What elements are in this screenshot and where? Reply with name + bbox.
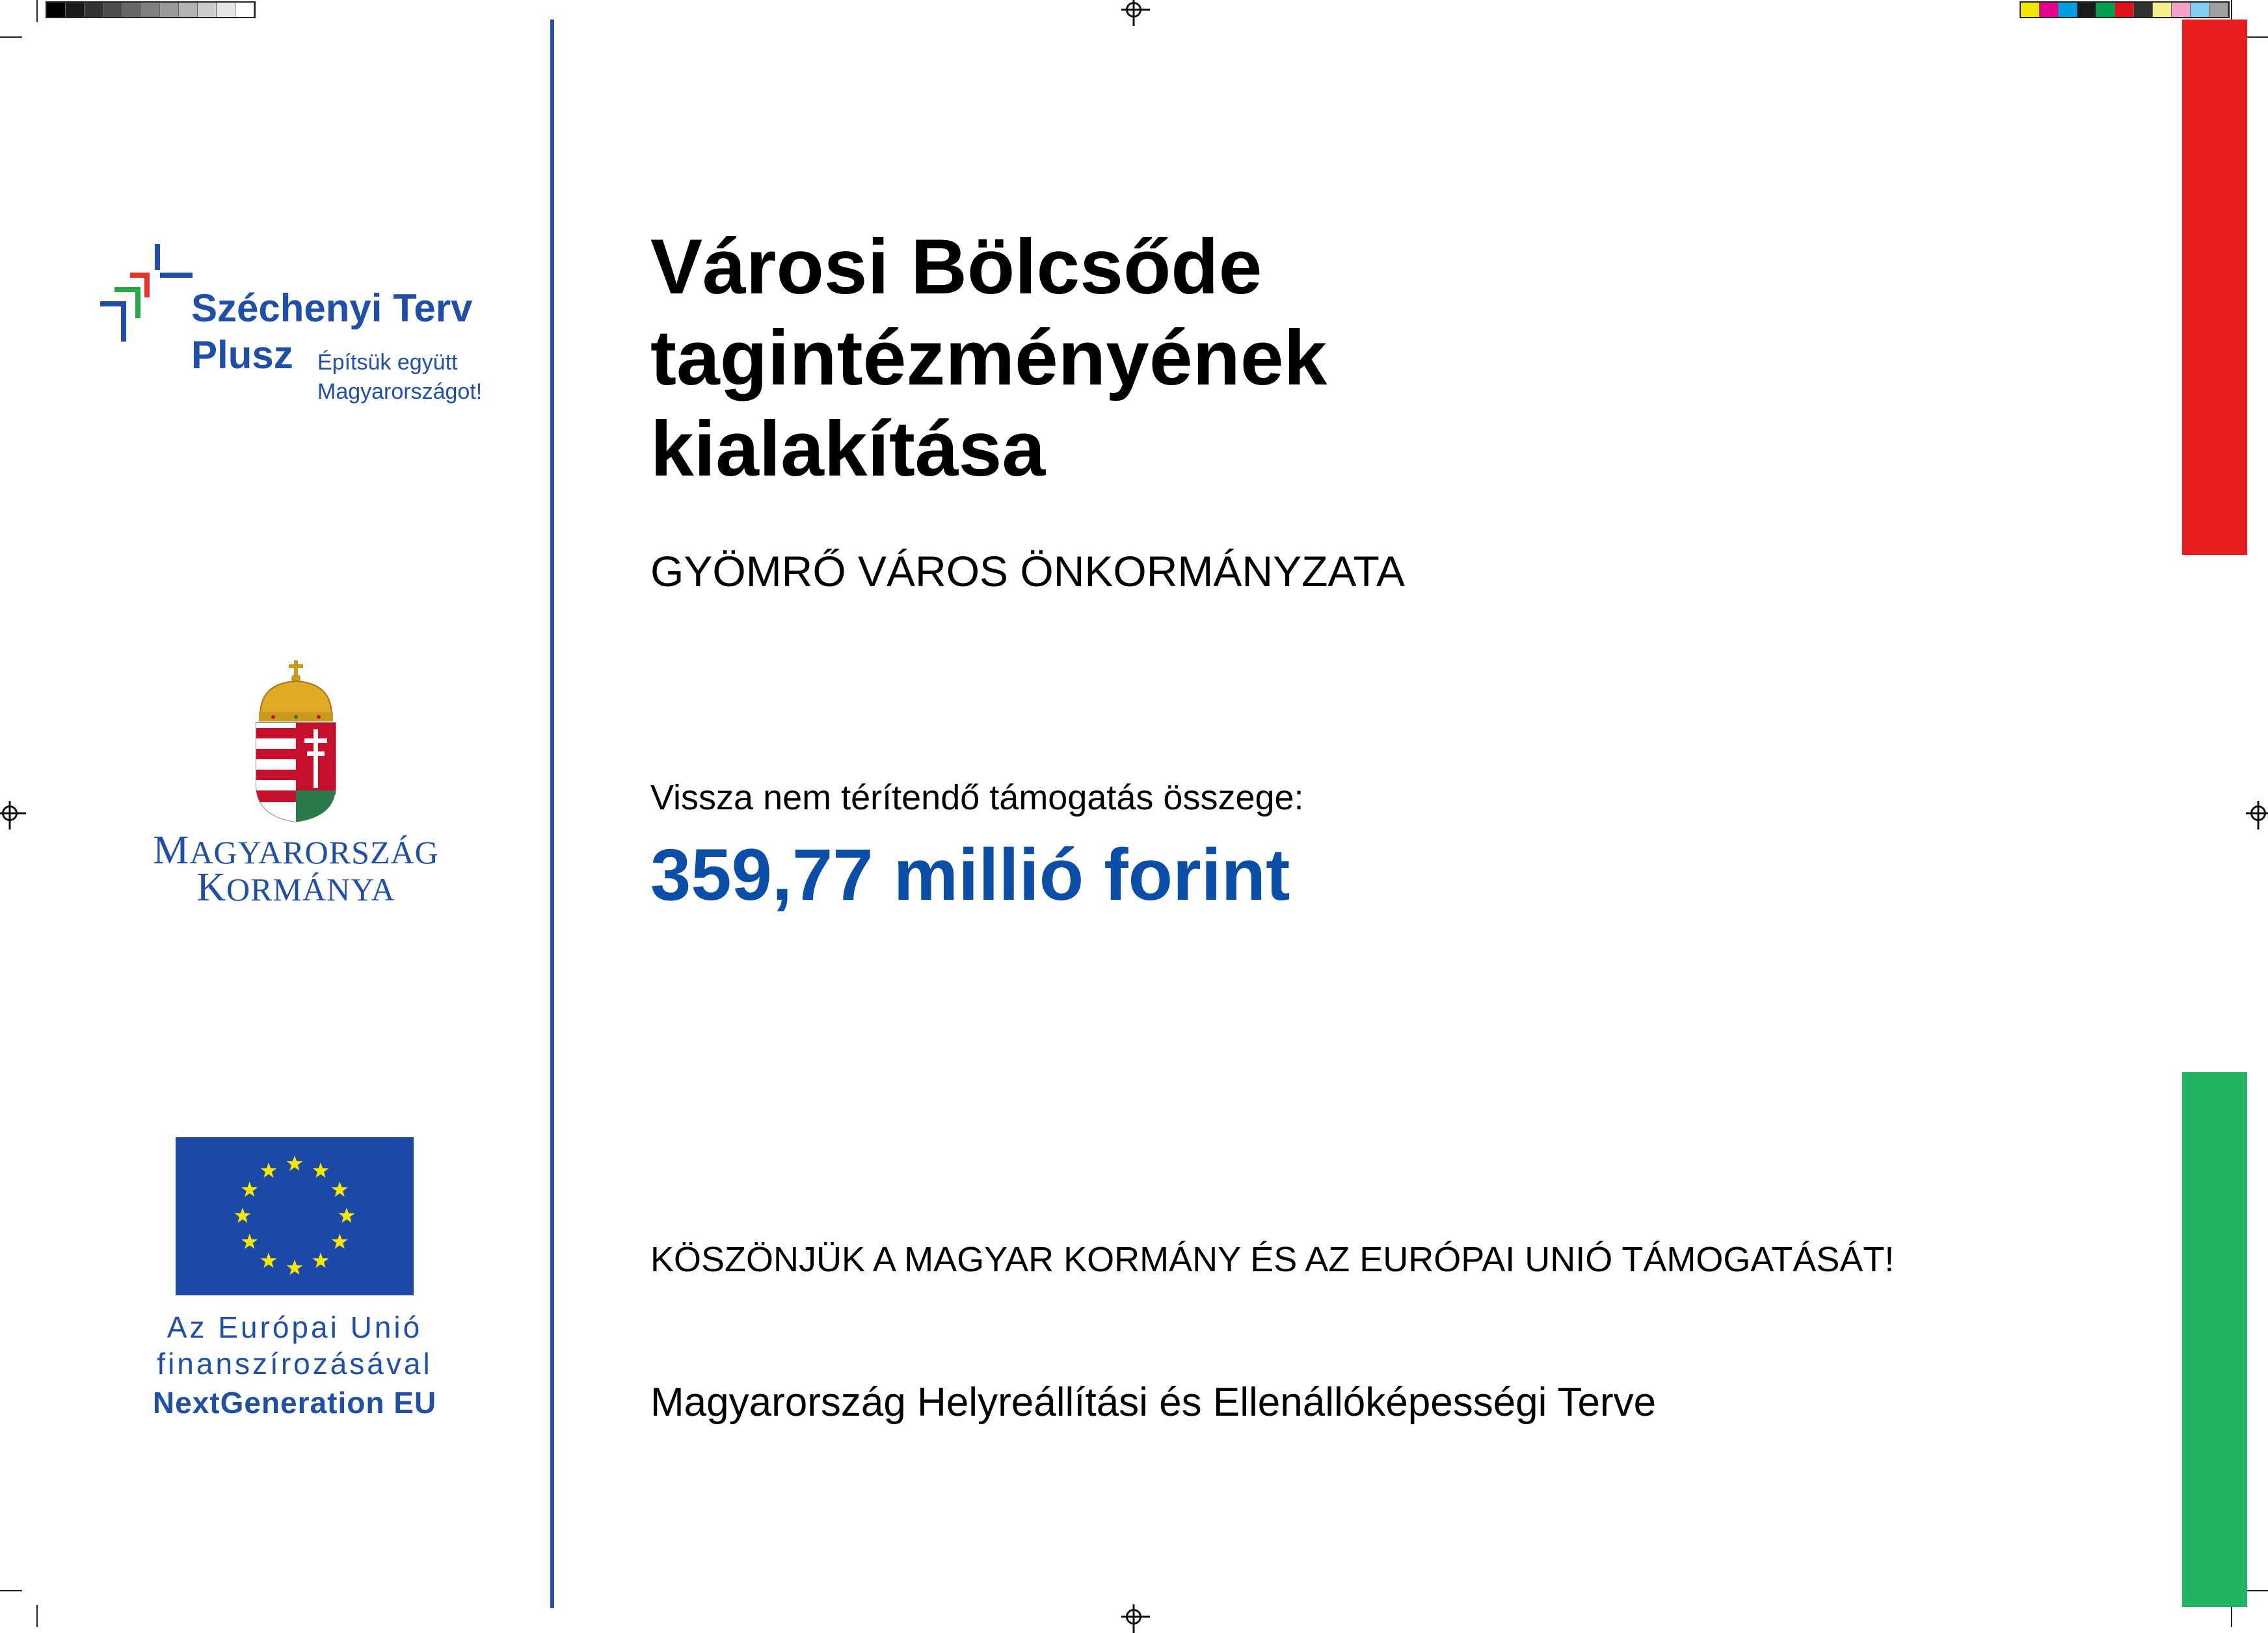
flag-red-bar bbox=[2182, 20, 2247, 555]
color-swatch bbox=[66, 3, 85, 17]
color-swatch bbox=[2153, 3, 2172, 17]
szechenyi-title-line2: Plusz bbox=[191, 333, 293, 377]
color-swatch bbox=[2209, 3, 2228, 17]
crop-mark bbox=[36, 0, 38, 22]
color-swatch bbox=[160, 3, 179, 17]
eu-star bbox=[313, 1252, 329, 1268]
color-swatch bbox=[2059, 3, 2077, 17]
color-swatch bbox=[2021, 3, 2040, 17]
color-swatch bbox=[2096, 3, 2115, 17]
crop-mark bbox=[2231, 1605, 2232, 1627]
government-line1: MAGYARORSZÁG bbox=[153, 828, 439, 872]
government-logo-text bbox=[101, 828, 491, 910]
eu-star bbox=[313, 1163, 329, 1178]
vertical-divider bbox=[550, 20, 554, 1608]
project-title-line2: kialakítása bbox=[650, 405, 1046, 493]
szechenyi-title-line1: Széchenyi Terv bbox=[191, 286, 473, 330]
eu-star bbox=[261, 1252, 277, 1268]
crop-mark bbox=[36, 1605, 38, 1627]
color-swatch bbox=[235, 3, 254, 17]
beneficiary-name: GYÖMRŐ VÁROS ÖNKORMÁNYZATA bbox=[650, 547, 1405, 595]
eu-star bbox=[235, 1208, 251, 1223]
eu-star bbox=[261, 1163, 277, 1178]
project-title bbox=[650, 221, 1919, 494]
eu-star bbox=[241, 1181, 258, 1197]
eu-star bbox=[287, 1260, 303, 1275]
eu-star bbox=[287, 1155, 303, 1171]
eu-line3: NextGeneration EU bbox=[152, 1386, 437, 1420]
color-swatch bbox=[179, 3, 198, 17]
eu-flag bbox=[176, 1137, 414, 1295]
eu-line2: finanszírozásával bbox=[157, 1347, 433, 1381]
color-swatch bbox=[217, 3, 235, 17]
coat-of-arms-icon bbox=[247, 660, 345, 823]
color-swatch bbox=[85, 3, 103, 17]
eu-funding-text bbox=[113, 1309, 477, 1421]
color-swatch bbox=[141, 3, 160, 17]
registration-mark-right bbox=[2250, 805, 2266, 821]
eu-line1: Az Európai Unió bbox=[167, 1310, 423, 1344]
eu-stars-icon bbox=[176, 1137, 414, 1295]
government-line2: KORMÁNYA bbox=[196, 865, 395, 910]
color-swatch bbox=[2115, 3, 2134, 17]
eu-star bbox=[241, 1234, 258, 1249]
crop-mark bbox=[0, 36, 22, 38]
grant-amount: 359,77 millió forint bbox=[650, 834, 1290, 915]
hungarian-coat-of-arms bbox=[247, 660, 345, 823]
cmyk-color-bar bbox=[2020, 1, 2230, 18]
eu-star bbox=[332, 1234, 348, 1249]
color-swatch bbox=[103, 3, 122, 17]
crop-mark bbox=[0, 1590, 22, 1591]
color-swatch bbox=[2172, 3, 2191, 17]
crop-mark bbox=[2231, 0, 2232, 22]
thanks-statement: KÖSZÖNJÜK A MAGYAR KORMÁNY ÉS AZ EURÓPAI UNIÓ TÁMOGATÁSÁT! bbox=[650, 1240, 1895, 1279]
registration-mark-left bbox=[2, 805, 18, 821]
grant-amount-label: Vissza nem térítendő támogatás összege: bbox=[650, 778, 1304, 817]
flag-green-bar bbox=[2182, 1072, 2247, 1607]
eu-star bbox=[339, 1208, 355, 1223]
szechenyi-tagline-line1: Építsük együtt bbox=[317, 350, 458, 375]
color-swatch bbox=[2134, 3, 2153, 17]
project-title-line1: Városi Bölcsőde tagintézményének bbox=[650, 223, 1327, 401]
szechenyi-tagline-line2: Magyarországot! bbox=[317, 379, 483, 404]
crop-mark bbox=[2246, 36, 2268, 38]
grayscale-color-bar bbox=[46, 1, 256, 18]
szechenyi-terv-plusz-logo bbox=[98, 244, 514, 413]
color-swatch bbox=[198, 3, 217, 17]
szechenyi-arrows-icon bbox=[98, 244, 195, 348]
color-swatch bbox=[2191, 3, 2209, 17]
registration-mark-bottom bbox=[1126, 1609, 1141, 1625]
recovery-plan-name: Magyarország Helyreállítási és Ellenállóképességi Terve bbox=[650, 1380, 1657, 1425]
color-swatch bbox=[2040, 3, 2059, 17]
registration-mark-top bbox=[1126, 2, 1141, 18]
crop-mark bbox=[2246, 1590, 2268, 1591]
color-swatch bbox=[47, 3, 66, 17]
color-swatch bbox=[122, 3, 141, 17]
color-swatch bbox=[2077, 3, 2096, 17]
eu-star bbox=[332, 1181, 348, 1197]
